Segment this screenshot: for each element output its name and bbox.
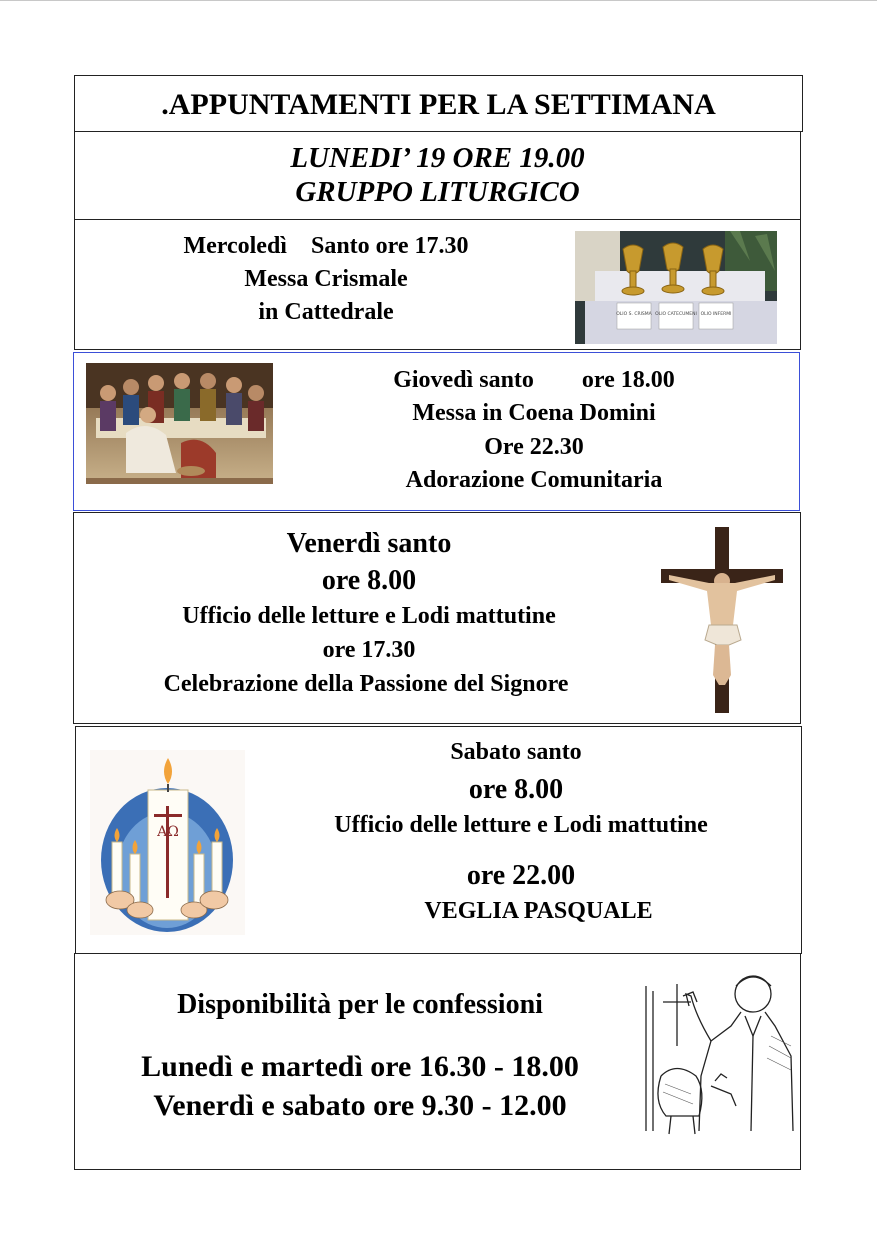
- saturday-title: Sabato santo: [450, 739, 582, 765]
- wednesday-time: Mercoledì Santo ore 17.30: [183, 233, 469, 259]
- confession-sketch: [641, 966, 796, 1136]
- friday-time2: ore 17.30: [322, 637, 416, 663]
- last-supper-painting: [86, 363, 273, 484]
- oil-label-infermi: OLIO INFERMI: [700, 312, 732, 317]
- monday-box: [74, 131, 801, 220]
- wednesday-place: in Cattedrale: [258, 299, 394, 325]
- saturday-box: [75, 726, 802, 954]
- friday-passion: Celebrazione della Passione del Signore: [163, 671, 569, 697]
- friday-box: [73, 512, 801, 724]
- confessions-mon-tue: Lunedì e martedì ore 16.30 - 18.00: [141, 1050, 579, 1083]
- wednesday-box: [74, 219, 801, 350]
- header-box: [74, 75, 803, 132]
- alpha-omega-symbols: AΩ: [157, 824, 179, 840]
- confessions-title: Disponibilità per le confessioni: [177, 989, 543, 1020]
- thursday-time2: Ore 22.30: [484, 434, 584, 460]
- page-top-rule: [0, 0, 877, 1]
- confessions-fri-sat: Venerdì e sabato ore 9.30 - 12.00: [153, 1089, 567, 1122]
- crucifix-icon: [659, 525, 785, 715]
- oil-label-crisma: OLIO S. CRISMA: [616, 312, 652, 317]
- thursday-box: [73, 352, 800, 511]
- saturday-time2: ore 22.00: [466, 860, 576, 891]
- friday-title: Venerdì santo: [286, 528, 452, 559]
- thursday-mass: Messa in Coena Domini: [412, 400, 656, 426]
- saturday-vigil: VEGLIA PASQUALE: [424, 898, 653, 924]
- wednesday-mass: Messa Crismale: [244, 266, 408, 292]
- friday-time1: ore 8.00: [321, 565, 417, 596]
- saturday-time1: ore 8.00: [468, 774, 564, 805]
- saturday-office: Ufficio delle letture e Lodi mattutine: [334, 812, 708, 838]
- monday-date: LUNEDI’ 19 ORE 19.00: [290, 142, 585, 174]
- easter-candles-illustration: [90, 750, 245, 935]
- friday-office: Ufficio delle letture e Lodi mattutine: [182, 603, 556, 629]
- page-title: .APPUNTAMENTI PER LA SETTIMANA: [161, 88, 716, 121]
- holy-oils-photo: [575, 231, 777, 344]
- monday-group: GRUPPO LITURGICO: [295, 176, 580, 208]
- oil-label-catecumeni: OLIO CATECUMENI: [655, 312, 697, 317]
- thursday-time: Giovedì santo ore 18.00: [393, 367, 675, 393]
- thursday-adoration: Adorazione Comunitaria: [405, 467, 663, 493]
- confessions-box: [74, 953, 801, 1170]
